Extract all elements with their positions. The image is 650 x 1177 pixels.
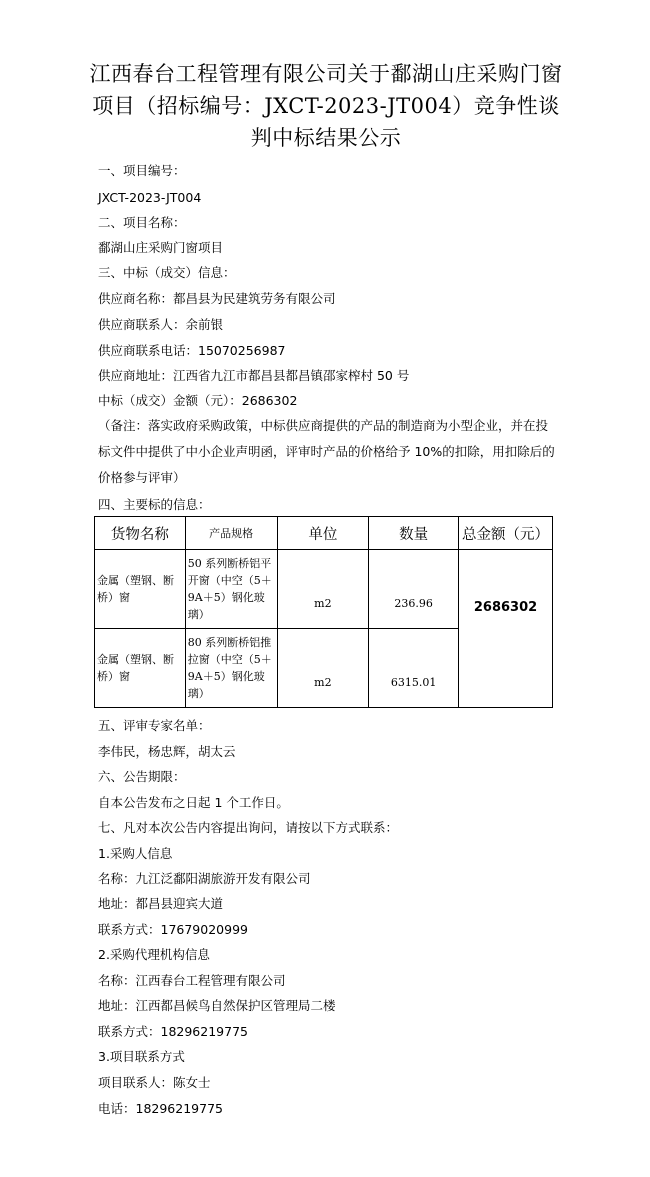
supplier-contact: 供应商联系人：余前银 — [98, 317, 224, 332]
project-number: JXCT-2023-JT004 — [98, 190, 202, 205]
project-name: 鄱湖山庄采购门窗项目 — [98, 240, 224, 255]
purchaser-address: 地址：都昌县迎宾大道 — [98, 896, 224, 911]
agency-contact: 联系方式：18296219775 — [98, 1024, 248, 1039]
section-3-heading: 三、中标（成交）信息： — [98, 265, 236, 280]
goods-name-cell: 金属（塑钢、断桥）窗 — [95, 629, 186, 708]
award-amount: 中标（成交）金额（元）：2686302 — [98, 393, 298, 408]
header-spec: 产品规格 — [185, 517, 277, 550]
unit-cell: m2 — [277, 550, 369, 629]
expert-list: 李伟民，杨忠辉，胡太云 — [98, 744, 236, 759]
header-quantity: 数量 — [369, 517, 459, 550]
section-6-heading: 六、公告期限： — [98, 769, 186, 784]
quantity-cell: 6315.01 — [369, 629, 459, 708]
section-2-heading: 二、项目名称： — [98, 215, 186, 230]
quantity-cell: 236.96 — [369, 550, 459, 629]
section-7-heading: 七、凡对本次公告内容提出询问，请按以下方式联系： — [98, 820, 399, 835]
total-amount-cell: 2686302 — [459, 550, 553, 708]
page-title: 江西春台工程管理有限公司关于鄱湖山庄采购门窗项目（招标编号：JXCT-2023-JT004）竞争性谈判中标结果公示 — [89, 62, 563, 150]
header-goods-name: 货物名称 — [95, 517, 186, 550]
table-row — [95, 550, 553, 629]
unit-cell: m2 — [277, 629, 369, 708]
section-4-heading: 四、主要标的信息： — [98, 497, 211, 512]
table-header-row — [95, 517, 553, 550]
supplier-phone: 供应商联系电话：15070256987 — [98, 343, 286, 358]
policy-note: （备注：落实政府采购政策，中标供应商提供的产品的制造商为小型企业，并在投标文件中提供了中小企业声明函，评审时产品的价格给予 10%的扣除，用扣除后的价格参与评审） — [98, 418, 555, 485]
header-unit: 单位 — [277, 517, 369, 550]
items-table — [94, 516, 553, 708]
purchaser-name: 名称：九江泛鄱阳湖旅游开发有限公司 — [98, 871, 311, 886]
agency-address: 地址：江西都昌候鸟自然保护区管理局二楼 — [98, 998, 336, 1013]
goods-name-cell: 金属（塑钢、断桥）窗 — [95, 550, 186, 629]
supplier-address: 供应商地址：江西省九江市都昌县都昌镇邵家榨村 50 号 — [98, 368, 410, 383]
spec-cell: 80 系列断桥铝推拉窗（中空（5＋9A＋5）钢化玻璃） — [185, 629, 277, 708]
section-5-heading: 五、评审专家名单： — [98, 718, 211, 733]
project-contact-heading: 3.项目联系方式 — [98, 1049, 185, 1064]
header-total: 总金额（元） — [459, 517, 553, 550]
notice-period: 自本公告发布之日起 1 个工作日。 — [98, 795, 289, 810]
spec-cell: 50 系列断桥铝平开窗（中空（5＋9A＋5）钢化玻璃） — [185, 550, 277, 629]
project-contact-person: 项目联系人：陈女士 — [98, 1075, 211, 1090]
purchaser-contact: 联系方式：17679020999 — [98, 922, 248, 937]
agency-heading: 2.采购代理机构信息 — [98, 947, 210, 962]
section-1-heading: 一、项目编号： — [98, 163, 186, 178]
purchaser-heading: 1.采购人信息 — [98, 846, 173, 861]
project-contact-phone: 电话：18296219775 — [98, 1101, 223, 1116]
agency-name: 名称：江西春台工程管理有限公司 — [98, 973, 286, 988]
supplier-name: 供应商名称：都昌县为民建筑劳务有限公司 — [98, 291, 336, 306]
